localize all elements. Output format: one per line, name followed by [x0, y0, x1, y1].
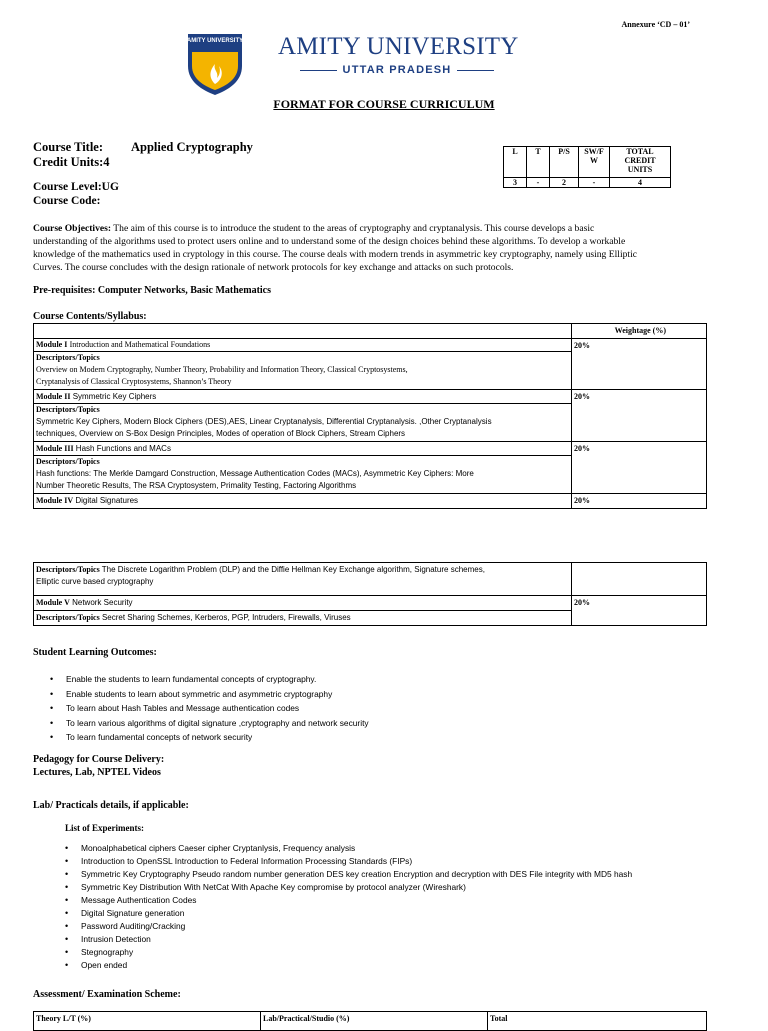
- course-title-label: Course Title:: [33, 140, 104, 154]
- list-item: • To learn various algorithms of digital signature ,cryptography and network security: [50, 716, 710, 731]
- format-title: FORMAT FOR COURSE CURRICULUM: [273, 97, 495, 111]
- descriptor-label: Descriptors/Topics: [36, 613, 100, 622]
- module-3-cell: [34, 442, 572, 494]
- module-4-cell: [34, 494, 572, 509]
- course-code-label: Course Code:: [33, 195, 101, 207]
- weightage-header: Weightage (%): [572, 324, 707, 339]
- experiments-label: List of Experiments:: [65, 823, 144, 833]
- list-item: • Stegnography: [65, 946, 725, 959]
- list-item: • Symmetric Key Distribution With NetCat With Apache Key compromise by protocol analyzer (Wireshark): [65, 881, 725, 894]
- lab-label: Lab/ Practicals details, if applicable:: [33, 800, 189, 811]
- assessment-label: Assessment/ Examination Scheme:: [33, 989, 181, 1000]
- credit-header-total: TOTAL CREDIT UNITS: [610, 147, 671, 178]
- objectives-label: Course Objectives:: [33, 223, 112, 234]
- outcomes-list: [50, 672, 710, 745]
- objectives-line: Curves. The course concludes with the design rationale of network protocols for key exchange and attacks on such protocols.: [33, 262, 514, 273]
- objectives-line: knowledge of the mathematics used in cryptology in this course. The course deals with modern trends in asymmetric key cryptography, namely using Elliptic: [33, 249, 637, 260]
- module-4-topics: Elliptic curve based cryptography: [36, 577, 154, 586]
- list-item: • Symmetric Key Cryptography Pseudo random number generation DES key creation Encryption and decryption with DES File integrity with MD5 hash: [65, 868, 725, 881]
- syllabus-label: Course Contents/Syllabus:: [33, 311, 147, 322]
- experiments-list: [65, 842, 725, 972]
- credit-units-label: Credit Units:4: [33, 155, 110, 169]
- module-5-descriptor-cell: [34, 611, 572, 626]
- divider: [457, 70, 494, 71]
- module-2-topics: Symmetric Key Ciphers, Modern Block Ciphers (DES),AES, Linear Cryptanalysis, Differential Cryptanalysis. ,Other Cryptanalysis: [36, 417, 492, 426]
- module-5-weight: 20%: [572, 596, 707, 626]
- syllabus-table-continued: [33, 562, 707, 626]
- table-row: [34, 563, 707, 596]
- credit-header-t: T: [527, 147, 550, 178]
- module-5-label: Module V: [36, 598, 70, 607]
- credit-value-t: -: [527, 178, 550, 188]
- list-item: • Password Auditing/Cracking: [65, 920, 725, 933]
- module-5-title: Network Security: [72, 598, 133, 607]
- credit-value-total: 4: [610, 178, 671, 188]
- list-item: • Introduction to OpenSSL Introduction to Federal Information Processing Standards (FIPs): [65, 855, 725, 868]
- module-1-topics: Cryptanalysis of Classical Cryptosystems, Shannon’s Theory: [36, 377, 232, 386]
- syllabus-table: [33, 323, 707, 509]
- list-item: • Open ended: [65, 959, 725, 972]
- module-4-title: Digital Signatures: [75, 496, 139, 505]
- course-title-value: Applied Cryptography: [131, 140, 253, 154]
- module-3-title: Hash Functions and MACs: [75, 444, 171, 453]
- assessment-header-theory: Theory L/T (%): [34, 1012, 261, 1031]
- objectives-line: understanding of the algorithms used to protect users online and to understand some of the design choices behind these algorithms. To develop a workable: [33, 236, 626, 247]
- module-1-cell: [34, 339, 572, 390]
- credit-value-swfw: -: [579, 178, 610, 188]
- module-3-label: Module III: [36, 444, 74, 453]
- list-item: • To learn fundamental concepts of network security: [50, 730, 710, 745]
- list-item: • Digital Signature generation: [65, 907, 725, 920]
- module-4-weight: 20%: [572, 494, 707, 509]
- assessment-header-total: Total: [488, 1012, 707, 1031]
- table-row: [34, 390, 707, 442]
- table-row: [34, 339, 707, 390]
- module-3-weight: 20%: [572, 442, 707, 494]
- table-row: [34, 596, 707, 611]
- module-2-cell: [34, 390, 572, 442]
- module-2-label: Module II: [36, 392, 71, 401]
- descriptor-label: Descriptors/Topics: [36, 405, 100, 414]
- outcomes-label: Student Learning Outcomes:: [33, 647, 157, 658]
- pedagogy-value: Lectures, Lab, NPTEL Videos: [33, 767, 161, 778]
- credit-header-l: L: [504, 147, 527, 178]
- objectives-line: The aim of this course is to introduce the student to the areas of cryptography and cryptanalysis. This course develops a basic: [113, 223, 595, 234]
- descriptor-label: Descriptors/Topics: [36, 565, 100, 574]
- table-row: [34, 494, 707, 509]
- credit-value-l: 3: [504, 178, 527, 188]
- module-4-topics: The Discrete Logarithm Problem (DLP) and the Diffie Hellman Key Exchange algorithm, Signature schemes,: [101, 565, 485, 574]
- credits-table: [503, 146, 671, 188]
- list-item: • To learn about Hash Tables and Message authentication codes: [50, 701, 710, 716]
- list-item: • Enable the students to learn fundamental concepts of cryptography.: [50, 672, 710, 687]
- course-objectives: [33, 222, 733, 274]
- module-2-title: Symmetric Key Ciphers: [72, 392, 157, 401]
- prerequisites: Pre-requisites: Computer Networks, Basic Mathematics: [33, 285, 272, 296]
- module-5-topics: Secret Sharing Schemes, Kerberos, PGP, Intruders, Firewalls, Viruses: [101, 613, 351, 622]
- credit-header-ps: P/S: [550, 147, 579, 178]
- module-3-topics: Hash functions: The Merkle Damgard Construction, Message Authentication Codes (MACs), Asymmetric Key Ciphers: More: [36, 469, 474, 478]
- list-item: • Intrusion Detection: [65, 933, 725, 946]
- assessment-table: [33, 1011, 707, 1031]
- annexure-label: Annexure ‘CD – 01’: [621, 20, 690, 29]
- module-2-topics: techniques, Overview on S-Box Design Principles, Modes of operation of Block Ciphers, Stream Ciphers: [36, 429, 406, 438]
- module-1-label: Module I: [36, 340, 68, 349]
- module-1-title: Introduction and Mathematical Foundations: [69, 340, 211, 349]
- state-label: UTTAR PRADESH: [342, 64, 452, 76]
- university-state: [300, 64, 494, 76]
- divider: [300, 70, 337, 71]
- list-item: • Enable students to learn about symmetric and asymmetric cryptography: [50, 687, 710, 702]
- module-1-topics: Overview on Modern Cryptography, Number Theory, Probability and Information Theory, Classical Cryptosystems,: [36, 365, 408, 374]
- module-1-weight: 20%: [572, 339, 707, 390]
- list-item: • Monoalphabetical ciphers Caeser cipher Cryptanlysis, Frequency analysis: [65, 842, 725, 855]
- assessment-header-lab: Lab/Practical/Studio (%): [261, 1012, 488, 1031]
- module-2-weight: 20%: [572, 390, 707, 442]
- course-level-label: Course Level:UG: [33, 181, 119, 193]
- university-name: AMITY UNIVERSITY: [278, 33, 519, 60]
- credit-header-swfw: SW/F W: [579, 147, 610, 178]
- pedagogy-label: Pedagogy for Course Delivery:: [33, 754, 165, 765]
- module-4-label: Module IV: [36, 496, 74, 505]
- logo-text: AMITY UNIVERSITY: [186, 38, 244, 44]
- descriptor-label: Descriptors/Topics: [36, 457, 100, 466]
- module-3-topics: Number Theoretic Results, The RSA Cryptosystem, Primality Testing, Factoring Algorithms: [36, 481, 357, 490]
- table-row: [34, 442, 707, 494]
- credit-value-ps: 2: [550, 178, 579, 188]
- module-4-descriptor-cell: [34, 563, 572, 596]
- list-item: • Message Authentication Codes: [65, 894, 725, 907]
- amity-logo-icon: [186, 32, 244, 96]
- descriptor-label: Descriptors/Topics: [36, 353, 100, 362]
- module-5-cell: [34, 596, 572, 611]
